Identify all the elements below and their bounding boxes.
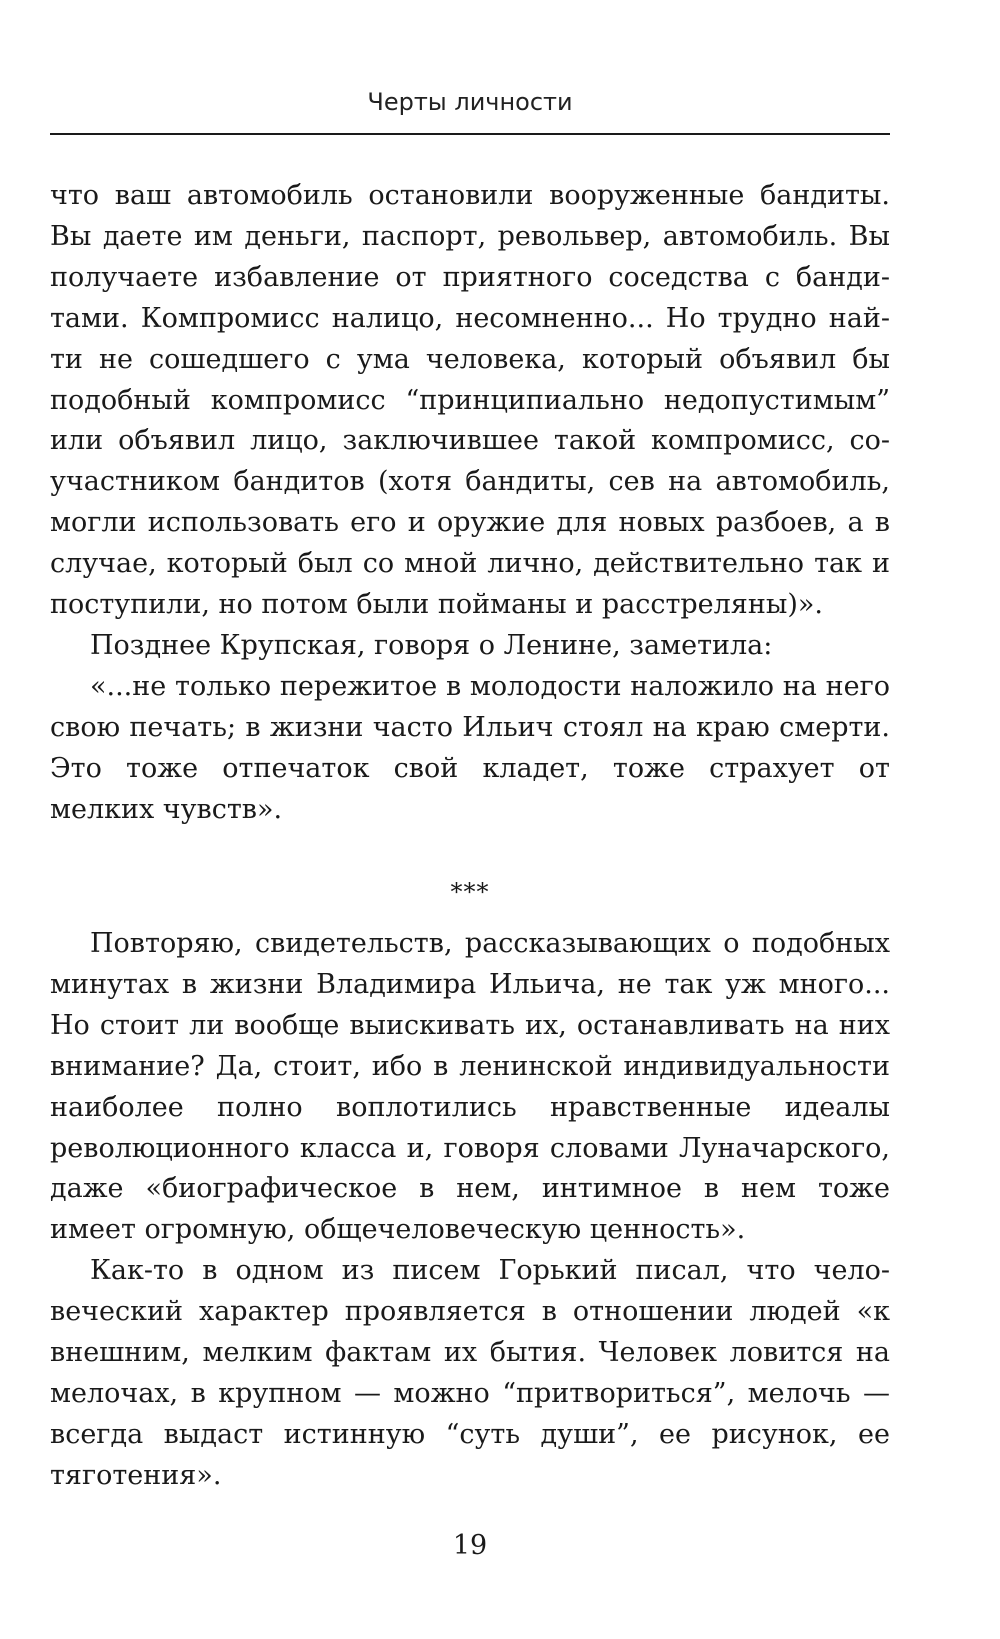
paragraph-continued: что ваш автомобиль остановили вооруженные бандиты. Вы даете им деньги, паспорт, револьвер, автомобиль. Вы получаете избавление от приятного соседства с бандитами. Компромисс налицо, несомненно... Но трудно найти не сошедшего с ума человека, который объявил бы подобный компромисс “принципиально недопустимым” или объявил лицо, заключившее такой компромисс, соучастником бандитов (хотя бандиты, сев на автомобиль, могли использовать его и оружие для новых разбоев, а в случае, который был со мной лично, действительно так и поступили, но потом были пойманы и расстреляны)». [50,180,890,621]
page-number: 19 [452,1530,488,1561]
paragraph-krupskaya-quote: «...не только пережитое в молодости наложило на него свою печать; в жизни часто Ильич стоял на краю смерти. Это тоже отпечаток свой кладет, тоже страхует от мелких чувств». [50,670,890,825]
body-text-bottom [50,924,890,1497]
section-separator: *** [450,878,490,906]
paragraph-krupskaya-intro: Позднее Крупская, говоря о Ленине, заметила: [90,629,773,661]
header-rule [50,133,890,135]
paragraph-testimonies: Повторяю, свидетельств, рассказывающих о подобных минутах в жизни Владимира Ильича, не так уж много... Но стоит ли вообще выискивать их, останавливать на них внимание? Да, стоит, ибо в ленинской индивидуальности наиболее полно воплотились нравственные идеалы революционного класса и, говоря словами Луначарского, даже «биографическое в нем, интимное в нем тоже имеет огромную, общечеловеческую ценность». [50,928,890,1246]
paragraph-gorky: Как-то в одном из писем Горький писал, что человеческий характер проявляется в отношении людей «к внешним, мелким фактам их бытия. Человек ловится на мелочах, в крупном — можно “притвориться”, мелочь — всегда выдаст истинную “суть души”, ее рисунок, ее тяготения». [50,1255,890,1491]
body-text-top [50,176,890,831]
running-title: Черты личности [367,88,573,116]
